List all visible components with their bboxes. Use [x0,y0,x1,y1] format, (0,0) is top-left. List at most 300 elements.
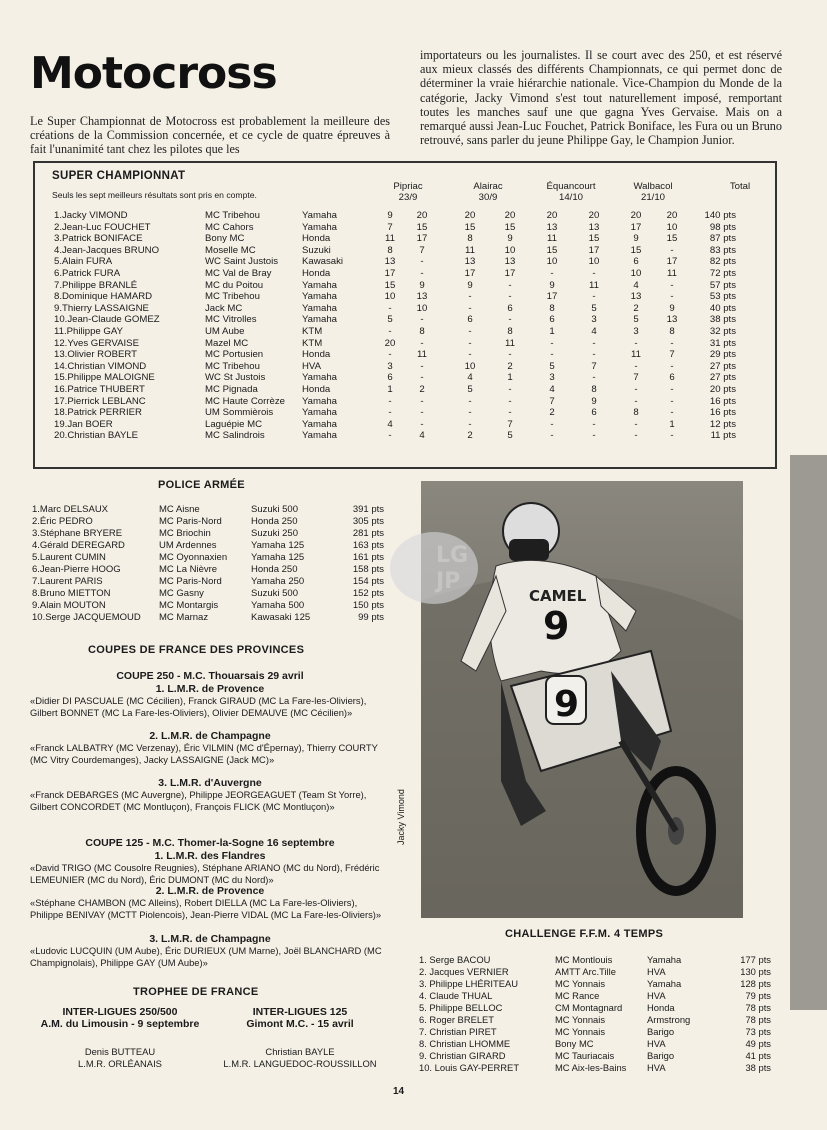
bike-brand: Barigo [647,1026,675,1037]
club-name: MC Montargis [159,600,219,611]
total-points: 140 pts [704,210,736,221]
score-cell: - [420,314,424,326]
points: 99 pts [358,612,384,623]
rider-name: 2.Jean-Luc FOUCHET [54,221,151,233]
score-cell: - [670,279,674,291]
score-cell: 11 [631,349,641,361]
points: 130 pts [740,966,771,977]
rider-name: 5.Alain FURA [54,256,113,268]
bike-brand: Kawasaki [302,256,344,268]
score-cell: - [508,384,512,395]
score-cell: 4 [591,326,597,337]
round-date: 30/9 [478,192,498,203]
points: 79 pts [745,990,771,1001]
score-cell: 17 [384,268,396,279]
coupe-125-title: COUPE 125 - M.C. Thomer-la-Sogne 16 septembre [85,837,335,849]
club-name: MC Haute Corrèze [205,395,285,407]
total-points: 12 pts [709,418,736,430]
club-name: MC Salindrois [205,430,265,442]
rider-name: 8.Dominique HAMARD [54,291,153,303]
score-cell: 15 [546,244,558,256]
table-row [419,1026,779,1038]
score-cell: 15 [384,279,396,291]
round-name: Walbacol [633,181,673,192]
score-cell: 17 [504,268,516,279]
score-cell: 8 [467,233,473,245]
score-cell: 7 [549,395,555,407]
total-points: 72 pts [709,268,736,279]
rider-name: 20.Christian BAYLE [54,430,139,442]
rider-name: 8.Bruno MIETTON [32,588,111,599]
score-cell: 10 [504,244,516,256]
super-championnat-title: SUPER CHAMPIONNAT [52,170,186,182]
intro-text-continued: importateurs ou les journalistes. Il se court avec des 250, et est réservé aux mieux classés des différents Championnats, ce qui permet donc de déterminer la vraie hiérarchie nationale. Vice-Champion du Monde de la catégorie, Jacky Vimond s'est tout naturellement imposé, remportant toutes les manches sauf une que gagna Yves Gervaise. Mais on a remarqué aussi Jean-Luc Fouchet, Patrick Boniface, les Fura ou un Bruno retrouvé, sans parler du jeune Philippe Gay, le Champion Junior. [420,48,782,148]
club-name: UM Sommièrois [205,407,274,419]
round-name: Pipriac [393,181,423,192]
table-row [419,966,779,978]
score-cell: 2 [549,407,555,419]
score-cell: 13 [630,291,642,303]
points: 391 pts [352,504,384,515]
points: 154 pts [352,576,384,587]
team-heading: 2. L.M.R. de Champagne [149,730,271,742]
score-cell: - [420,256,424,268]
score-cell: 3 [633,326,639,337]
score-cell: 7 [633,372,639,384]
points: 163 pts [352,540,384,551]
table-row [419,954,779,966]
table-row [50,419,770,431]
club-name: AMTT Arc.Tille [555,966,616,977]
score-cell: 11 [465,244,475,256]
score-cell: 3 [387,360,393,372]
rider-name: 4. Claude THUAL [419,990,493,1001]
winner-club: L.M.R. LANGUEDOC-ROUSSILLON [223,1058,377,1069]
total-points: 87 pts [709,233,736,245]
score-cell: 15 [464,221,476,233]
team-riders: «Stéphane CHAMBON (MC Alleins), Robert DIELLA (MC La Fare-les-Oliviers), Philippe BENIVAY (MCTT Piolencois), Jean-Pierre VIDAL (MC La Fare-les-Oliviers)» [30,897,382,920]
total-points: 27 pts [709,360,736,372]
score-cell: 13 [384,256,396,268]
bike-model: Suzuki 250 [251,528,299,539]
score-cell: 6 [387,372,393,384]
page-title: Motocross [30,48,277,99]
team-heading: 1. L.M.R. de Provence [155,683,265,695]
score-cell: - [634,430,638,442]
score-cell: 6 [507,302,513,314]
score-cell: 9 [591,395,597,407]
score-cell: - [592,430,596,442]
logo-graphic [388,528,480,608]
score-cell: 11 [547,233,557,245]
score-cell: - [670,244,674,256]
club-name: MC La Nièvre [159,564,218,575]
table-row [50,430,770,442]
rider-name: 7.Philippe BRANLÉ [54,279,138,291]
table-row [50,291,770,303]
score-cell: 6 [633,256,639,268]
table-row [32,540,392,552]
score-cell: 5 [633,314,639,326]
table-row [32,564,392,576]
score-cell: - [592,337,596,349]
score-cell: 10 [588,256,600,268]
table-row [419,990,779,1002]
club-name: MC Yonnais [555,1026,606,1037]
score-cell: - [420,372,424,384]
points: 128 pts [740,978,771,989]
table-row [50,222,770,234]
score-cell: - [670,337,674,349]
coupes-title: COUPES DE FRANCE DES PROVINCES [88,644,305,656]
score-cell: - [508,279,512,291]
score-cell: - [468,418,472,430]
table-row [50,210,770,222]
score-cell: 9 [507,233,513,245]
rider-name: 10. Louis GAY-PERRET [419,1062,520,1073]
table-row [50,407,770,419]
score-cell: 8 [549,302,555,314]
score-cell: 5 [507,430,513,442]
score-cell: 7 [387,221,393,233]
table-row [50,268,770,280]
score-cell: - [468,395,472,407]
club-name: UM Ardennes [159,540,217,551]
bike-brand: Honda [302,268,331,279]
club-name: MC Paris-Nord [159,516,222,527]
rider-name: 3.Stéphane BRYERE [32,528,123,539]
club-name: MC Portusien [205,349,264,361]
table-row [32,504,392,516]
score-cell: 20 [504,210,516,221]
trophee-left-h1: INTER-LIGUES 250/500 [62,1006,178,1018]
score-cell: 15 [666,233,678,245]
trophee-left-heading [30,1006,210,1030]
score-cell: 9 [467,279,473,291]
table-row [419,1038,779,1050]
table-row [419,1050,779,1062]
score-cell: - [634,337,638,349]
rider-name: 4.Gérald DEREGARD [32,540,125,551]
score-cell: - [634,418,638,430]
total-points: 38 pts [709,314,736,326]
bike-model: Yamaha 125 [251,540,305,551]
round-date: 14/10 [558,192,583,203]
score-cell: - [420,395,424,407]
club-name: MC Val de Bray [205,268,272,279]
table-row [32,612,392,624]
total-points: 40 pts [709,302,736,314]
score-cell: 2 [467,430,473,442]
score-cell: 5 [549,360,555,372]
team-riders: «Franck DEBARGES (MC Auvergne), Philippe JEORGEAGUET (Team St Yorre), Gilbert CONCORDET (MC Montluçon), François FLICK (MC Montluçon)» [30,789,367,812]
rider-name: 1. Serge BACOU [419,954,491,965]
score-cell: 11 [385,233,395,245]
score-cell: - [388,349,392,361]
score-cell: - [508,349,512,361]
score-cell: 9 [549,279,555,291]
points: 150 pts [352,600,384,611]
bike-brand: Yamaha [302,221,338,233]
score-cell: 20 [546,210,558,221]
score-cell: - [550,418,554,430]
score-cell: 15 [504,221,516,233]
score-cell: - [634,395,638,407]
score-cell: - [420,268,424,279]
total-points: 32 pts [709,326,736,337]
bike-model: Honda 250 [251,564,298,575]
score-cell: 8 [591,384,597,395]
score-cell: 15 [588,233,600,245]
bike-brand: Yamaha [302,291,338,303]
bike-brand: Suzuki [302,244,331,256]
score-cell: 1 [387,384,393,395]
club-name: Bony MC [555,1038,594,1049]
winner-name: Denis BUTTEAU [84,1046,156,1057]
round-header [458,181,518,203]
score-cell: - [670,384,674,395]
score-cell: 5 [387,314,393,326]
svg-text:LG: LG [436,543,469,568]
club-name: UM Aube [205,326,245,337]
table-row [32,588,392,600]
total-points: 16 pts [709,395,736,407]
score-cell: 6 [669,372,675,384]
club-name: Mazel MC [205,337,249,349]
rider-name: 3.Patrick BONIFACE [54,233,143,245]
table-row [419,1002,779,1014]
bike-model: Suzuki 500 [251,588,299,599]
coupe-250-title: COUPE 250 - M.C. Thouarsais 29 avril [116,670,304,682]
score-cell: - [388,407,392,419]
team-heading: 3. L.M.R. d'Auvergne [158,777,262,789]
total-points: 29 pts [709,349,736,361]
bike-model: Honda 250 [251,516,298,527]
rider-name: 1.Jacky VIMOND [54,210,128,221]
club-name: MC Tribehou [205,210,260,221]
bike-brand: Yamaha [302,279,338,291]
intro-text: Le Super Championnat de Motocross est probablement la meilleure des créations de la Commission concernée, et ce cycle de quatre épreuves à fait l'unanimité tant chez les pilotes que les [30,114,390,157]
score-cell: 11 [589,279,599,291]
club-name: MC Tribehou [205,291,260,303]
bike-model: Suzuki 500 [251,504,299,515]
table-row [32,600,392,612]
score-cell: - [508,395,512,407]
bike-model: Kawasaki 125 [251,612,311,623]
score-cell: 20 [588,210,600,221]
table-row [50,372,770,384]
score-cell: 5 [591,302,597,314]
score-cell: - [634,384,638,395]
bike-brand: Yamaha [302,314,338,326]
score-cell: - [420,360,424,372]
score-cell: 10 [630,268,642,279]
club-name: WC Saint Justois [205,256,279,268]
club-name: MC Tauriacais [555,1050,615,1061]
table-row [50,314,770,326]
club-name: MC Yonnais [555,978,606,989]
points: 49 pts [745,1038,771,1049]
score-cell: 8 [419,326,425,337]
table-row [50,349,770,361]
bike-brand: Armstrong [647,1014,691,1025]
score-cell: 13 [504,256,516,268]
bike-brand: HVA [302,360,322,372]
bike-model: Yamaha 500 [251,600,305,611]
score-cell: - [468,407,472,419]
score-cell: 10 [384,291,396,303]
team-riders: «Ludovic LUCQUIN (UM Aube), Éric DURIEUX (UM Marne), Joël BLANCHARD (MC Champignolais), Philippe GAY (UM Aube)» [30,945,382,968]
club-name: MC Paris-Nord [159,576,222,587]
score-cell: - [388,302,392,314]
club-name: MC Vitrolles [205,314,257,326]
bike-model: Yamaha 125 [251,552,305,563]
svg-text:JP: JP [436,569,461,594]
adjacent-page-edge [790,455,827,1010]
team-heading: 1. L.M.R. des Flandres [154,850,266,862]
total-points: 31 pts [709,337,736,349]
bike-brand: HVA [647,1062,666,1073]
winner-name: Christian BAYLE [265,1046,335,1057]
police-armee-title: POLICE ARMÉE [158,479,245,491]
club-name: MC Yonnais [555,1014,606,1025]
score-cell: - [508,291,512,303]
table-row [50,256,770,268]
rider-name: 4.Jean-Jacques BRUNO [54,244,160,256]
table-row [50,303,770,315]
score-cell: - [592,291,596,303]
bike-brand: HVA [647,990,666,1001]
score-cell: 4 [387,418,393,430]
score-cell: 6 [591,407,597,419]
score-cell: 2 [419,384,425,395]
score-cell: 11 [505,337,515,349]
score-cell: 10 [666,221,678,233]
points: 158 pts [352,564,384,575]
bike-brand: Yamaha [302,418,338,430]
bike-brand: Honda [302,349,331,361]
score-cell: 10 [464,360,476,372]
trophee-title: TROPHEE DE FRANCE [133,986,259,998]
club-name: MC du Poitou [205,279,264,291]
score-cell: 3 [591,314,597,326]
rider-name: 14.Christian VIMOND [54,360,147,372]
score-cell: - [420,418,424,430]
table-row [50,338,770,350]
score-cell: - [508,407,512,419]
table-row [419,1014,779,1026]
score-cell: 6 [549,314,555,326]
rider-name: 6. Roger BRELET [419,1014,495,1025]
club-name: MC Pignada [205,384,258,395]
total-header: Total [729,181,751,192]
table-row [419,1062,779,1074]
rider-name: 7.Laurent PARIS [32,576,103,587]
score-cell: 4 [549,384,555,395]
club-name: MC Briochin [159,528,211,539]
points: 305 pts [352,516,384,527]
trophee-left-winner [30,1046,210,1070]
rider-name: 16.Patrice THUBERT [54,384,145,395]
score-cell: 6 [467,314,473,326]
score-cell: 17 [416,233,428,245]
score-cell: - [670,430,674,442]
club-name: MC Rance [555,990,600,1001]
score-cell: - [670,360,674,372]
trophee-left-h2: A.M. du Limousin - 9 septembre [40,1018,200,1030]
challenge-title: CHALLENGE F.F.M. 4 TEMPS [505,928,664,940]
table-row [50,396,770,408]
lgjp-logo [388,528,480,608]
bike-number: 9 [554,684,580,725]
club-name: MC Aisne [159,504,200,515]
club-name: MC Aix-les-Bains [555,1062,627,1073]
score-cell: 4 [467,372,473,384]
score-cell: 13 [666,314,678,326]
score-cell: - [388,395,392,407]
rider-name: 6.Patrick FURA [54,268,121,279]
score-cell: 15 [416,221,428,233]
score-cell: 7 [669,349,675,361]
table-row [50,384,770,396]
score-cell: 17 [464,268,476,279]
points: 152 pts [352,588,384,599]
score-cell: 20 [666,210,678,221]
bike-brand: KTM [302,326,323,337]
winner-club: L.M.R. ORLÉANAIS [78,1058,162,1069]
total-points: 16 pts [709,407,736,419]
score-cell: - [550,430,554,442]
bike-brand: Honda [647,1002,675,1013]
points: 38 pts [745,1062,771,1073]
score-cell: 8 [669,326,675,337]
score-cell: 13 [416,291,428,303]
score-cell: - [634,360,638,372]
total-points: 57 pts [709,279,736,291]
bike-brand: KTM [302,337,323,349]
rider-name: 10.Serge JACQUEMOUD [32,612,141,623]
round-header [622,181,684,203]
score-cell: 9 [419,279,425,291]
score-cell: - [670,407,674,419]
score-cell: - [468,302,472,314]
club-name: WC St Justois [205,372,266,384]
rider-name: 3. Philippe LHÉRITEAU [419,978,519,989]
rider-name: 2.Éric PEDRO [32,516,93,527]
trophee-right-h1: INTER-LIGUES 125 [252,1006,348,1018]
score-cell: - [670,291,674,303]
points: 73 pts [745,1026,771,1037]
rider-name: 9. Christian GIRARD [419,1050,506,1061]
score-cell: 1 [549,326,555,337]
rider-name: 18.Patrick PERRIER [54,407,142,419]
points: 177 pts [740,954,771,965]
score-cell: - [508,314,512,326]
score-cell: 7 [419,244,425,256]
round-header [378,181,438,203]
score-cell: 8 [633,407,639,419]
score-cell: - [388,326,392,337]
score-cell: - [468,326,472,337]
score-cell: 7 [591,360,597,372]
score-cell: 4 [419,430,425,442]
table-row [32,516,392,528]
score-cell: 10 [546,256,558,268]
rider-name: 5. Philippe BELLOC [419,1002,503,1013]
score-cell: 13 [546,221,558,233]
jersey-number: 9 [543,604,570,648]
team-heading: 3. L.M.R. de Champagne [149,933,271,945]
